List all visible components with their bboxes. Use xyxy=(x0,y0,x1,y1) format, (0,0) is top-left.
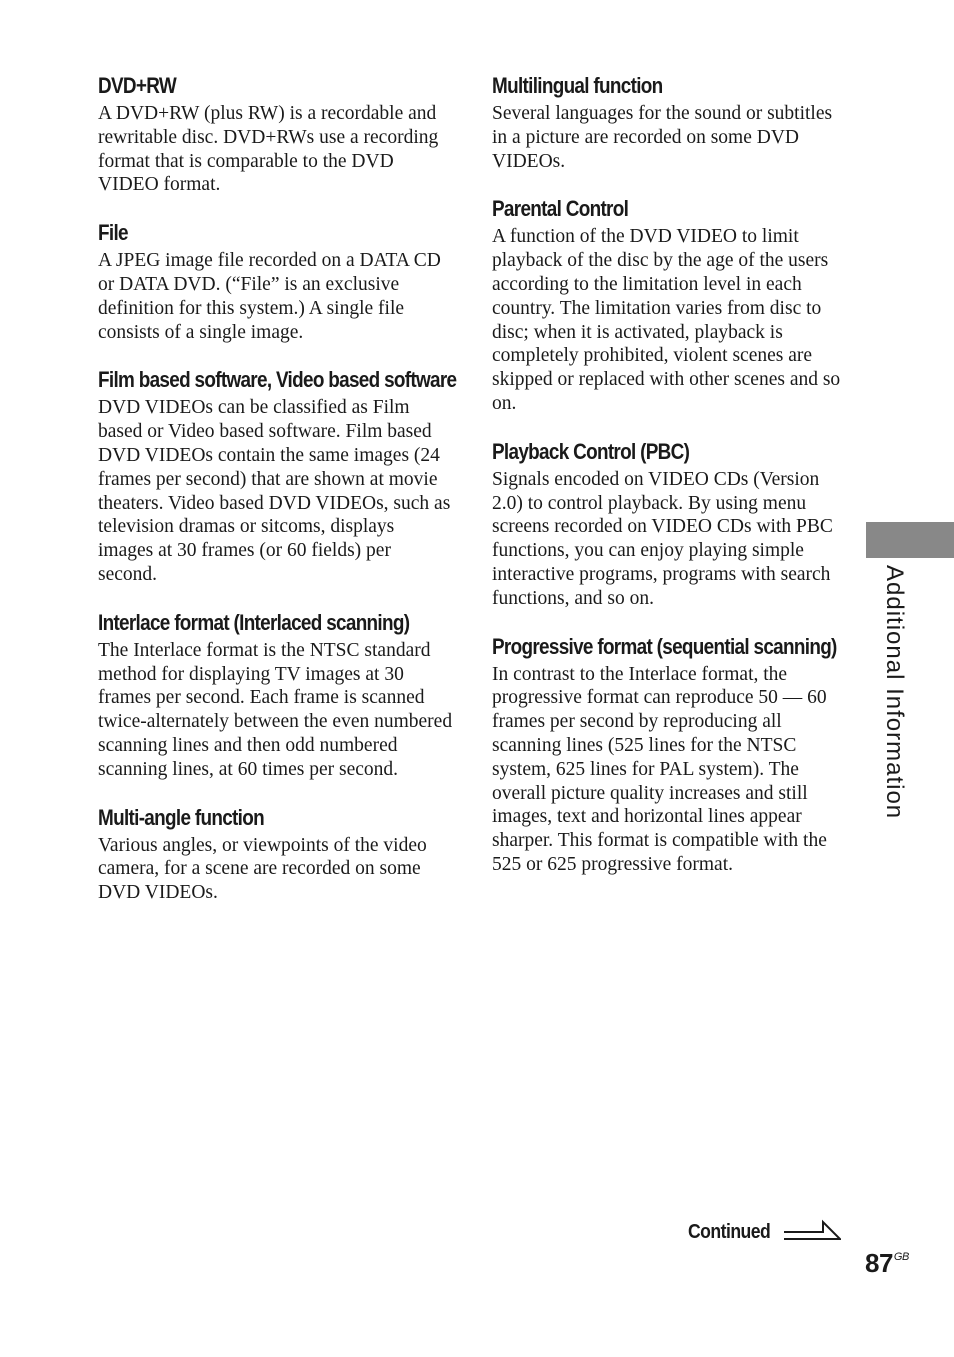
glossary-entry-pbc xyxy=(492,438,848,611)
glossary-entry-parental-control xyxy=(492,195,848,415)
page-number-suffix: GB xyxy=(893,1251,909,1263)
term-definition: Various angles, or viewpoints of the video camera, for a scene are recorded on some DVD VIDEOs. xyxy=(98,834,427,904)
glossary-entry-dvd-rw xyxy=(98,72,454,197)
term-definition: A function of the DVD VIDEO to limit playback of the disc by the age of the users according to the limitation level in each country. The limitation varies from disc to disc; when it is activated, playback is completely prohibited, violent scenes are skipped or replaced with other scenes and so on. xyxy=(492,226,841,414)
glossary-entry-film-video-software xyxy=(98,366,457,586)
glossary-entry-multilingual xyxy=(492,72,848,173)
right-column xyxy=(492,72,848,899)
section-tab-label: Additional Information xyxy=(881,565,908,820)
term-heading: Film based software, Video based software xyxy=(98,367,457,393)
continued-arrow-icon xyxy=(783,1218,841,1242)
term-definition: A JPEG image file recorded on a DATA CD or DATA DVD. (“File” is an exclusive definition for this system.) A single file consists of a single image. xyxy=(98,250,441,343)
term-definition: Signals encoded on VIDEO CDs (Version 2.0) to control playback. By using menu screens recorded on VIDEO CDs with PBC functions, you can enjoy playing simple interactive programs, programs with search functions, and so on. xyxy=(492,468,833,609)
term-heading: Parental Control xyxy=(492,196,629,222)
continued-indicator xyxy=(688,1218,781,1246)
term-heading: Playback Control (PBC) xyxy=(492,438,690,464)
page-number-value: 87 xyxy=(865,1248,893,1278)
continued-label: Continued xyxy=(688,1220,771,1243)
glossary-entry-file xyxy=(98,219,454,344)
left-column xyxy=(98,72,457,927)
glossary-entry-progressive-format xyxy=(492,633,848,877)
term-heading: DVD+RW xyxy=(98,73,177,98)
term-heading: Progressive format (sequential scanning) xyxy=(492,633,837,659)
page-number xyxy=(865,1248,909,1284)
term-heading: Interlace format (Interlaced scanning) xyxy=(98,609,410,635)
glossary-entry-interlace-format xyxy=(98,609,454,782)
term-definition: DVD VIDEOs can be classified as Film based or Video based software. Film based DVD VIDEOs contain the same images (24 frames per second) that are shown at movie theaters. Video based DVD VIDEOs, such as television dramas or sitcoms, displays images at 30 frames (or 60 fields) per second. xyxy=(98,397,451,585)
term-definition: Several languages for the sound or subtitles in a picture are recorded on some DVD VIDEOs. xyxy=(492,103,833,172)
term-heading: Multi-angle function xyxy=(98,804,264,830)
section-tab-marker xyxy=(866,522,954,558)
term-heading: Multilingual function xyxy=(492,73,663,98)
term-definition: A DVD+RW (plus RW) is a recordable and rewritable disc. DVD+RWs use a recording format that is comparable to the DVD VIDEO format. xyxy=(98,103,439,196)
term-heading: File xyxy=(98,220,128,246)
glossary-entry-multi-angle xyxy=(98,804,454,905)
term-definition: In contrast to the Interlace format, the progressive format can reproduce 50 — 60 frames per second by reproducing all scanning lines (525 lines for the NTSC system, 625 lines for PAL system). The overall picture quality increases and still images, text and horizontal lines appear sharper. This format is compatible with the 525 or 625 progressive format. xyxy=(492,663,827,875)
term-definition: The Interlace format is the NTSC standard method for displaying TV images at 30 frames per second. Each frame is scanned twice-alternately between the even numbered scanning lines and then odd numbered scanning lines, at 60 times per second. xyxy=(98,639,453,780)
